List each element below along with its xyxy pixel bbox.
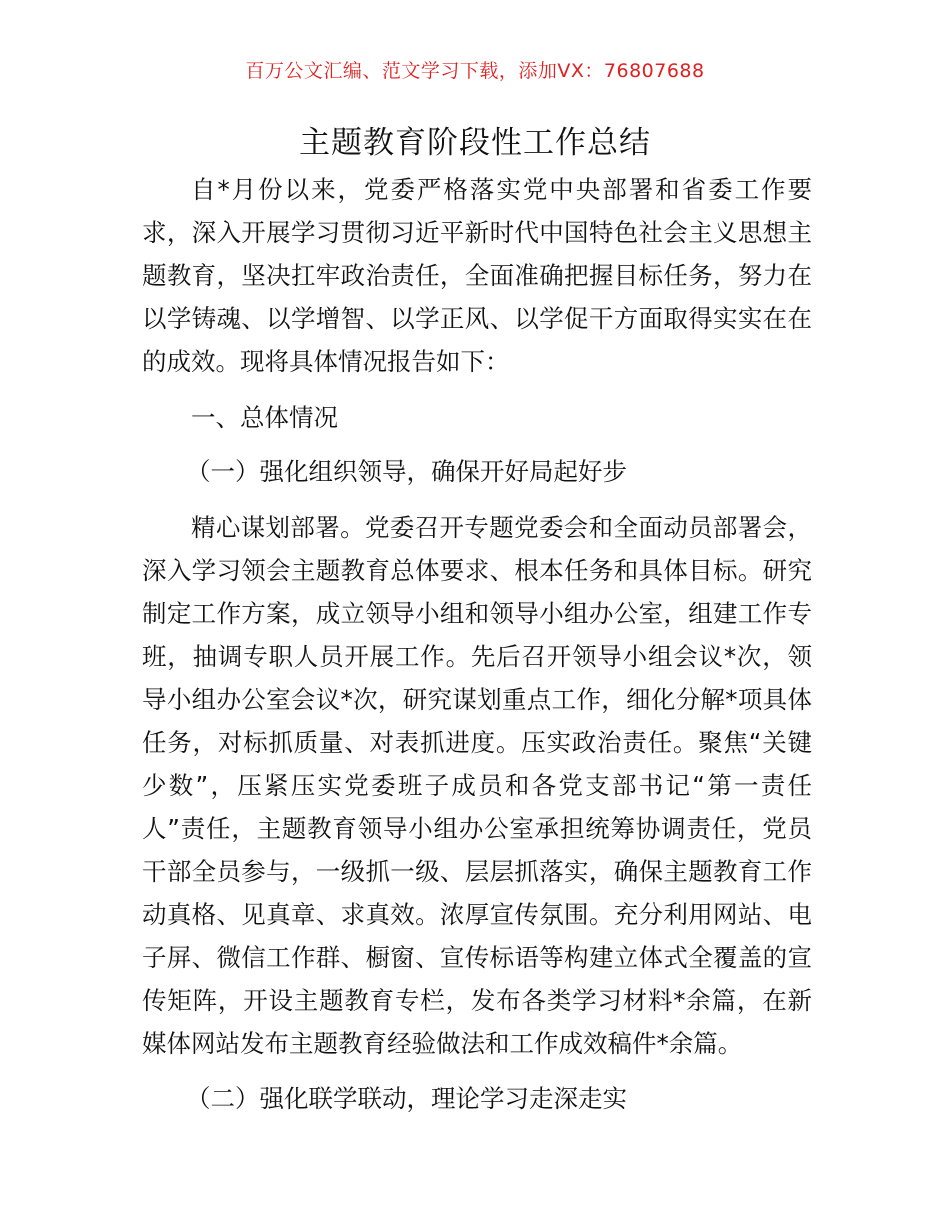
- subsection-heading-organization: （一）强化组织领导，确保开好局起好步: [186, 457, 627, 486]
- header-banner: 百万公文汇编、范文学习下载，添加VX：76807688: [245, 60, 705, 82]
- section-heading-overview: 一、总体情况: [191, 403, 338, 432]
- body-paragraph-planning: 精心谋划部署。党委召开专题党委会和全面动员部署会，深入学习领会主题教育总体要求、根本任务和具体目标。研究制定工作方案，成立领导小组和领导小组办公室，组建工作专班，抽调专职人员开展工作。先后召开领导小组会议*次，领导小组办公室会议*次，研究谋划重点工作，细化分解*项具体任务，对标抓质量、对表抓进度。压实政治责任。聚焦“关键少数”，压紧压实党委班子成员和各党支部书记“第一责任人”责任，主题教育领导小组办公室承担统筹协调责任，党员干部全员参与，一级抓一级、层层抓落实，确保主题教育工作动真格、见真章、求真效。浓厚宣传氛围。充分利用网站、电子屏、微信工作群、橱窗、宣传标语等构建立体式全覆盖的宣传矩阵，开设主题教育专栏，发布各类学习材料*余篇，在新媒体网站发布主题教育经验做法和工作成效稿件*余篇。: [142, 513, 812, 1058]
- subsection-heading-study: （二）强化联学联动，理论学习走深走实: [186, 1084, 627, 1113]
- document-title: 主题教育阶段性工作总结: [299, 125, 651, 161]
- intro-paragraph: 自*月份以来，党委严格落实党中央部署和省委工作要求，深入开展学习贯彻习近平新时代中国特色社会主义思想主题教育，坚决扛牢政治责任，全面准确把握目标任务，努力在以学铸魂、以学增智、以学正风、以学促干方面取得实实在在的成效。现将具体情况报告如下：: [142, 175, 812, 376]
